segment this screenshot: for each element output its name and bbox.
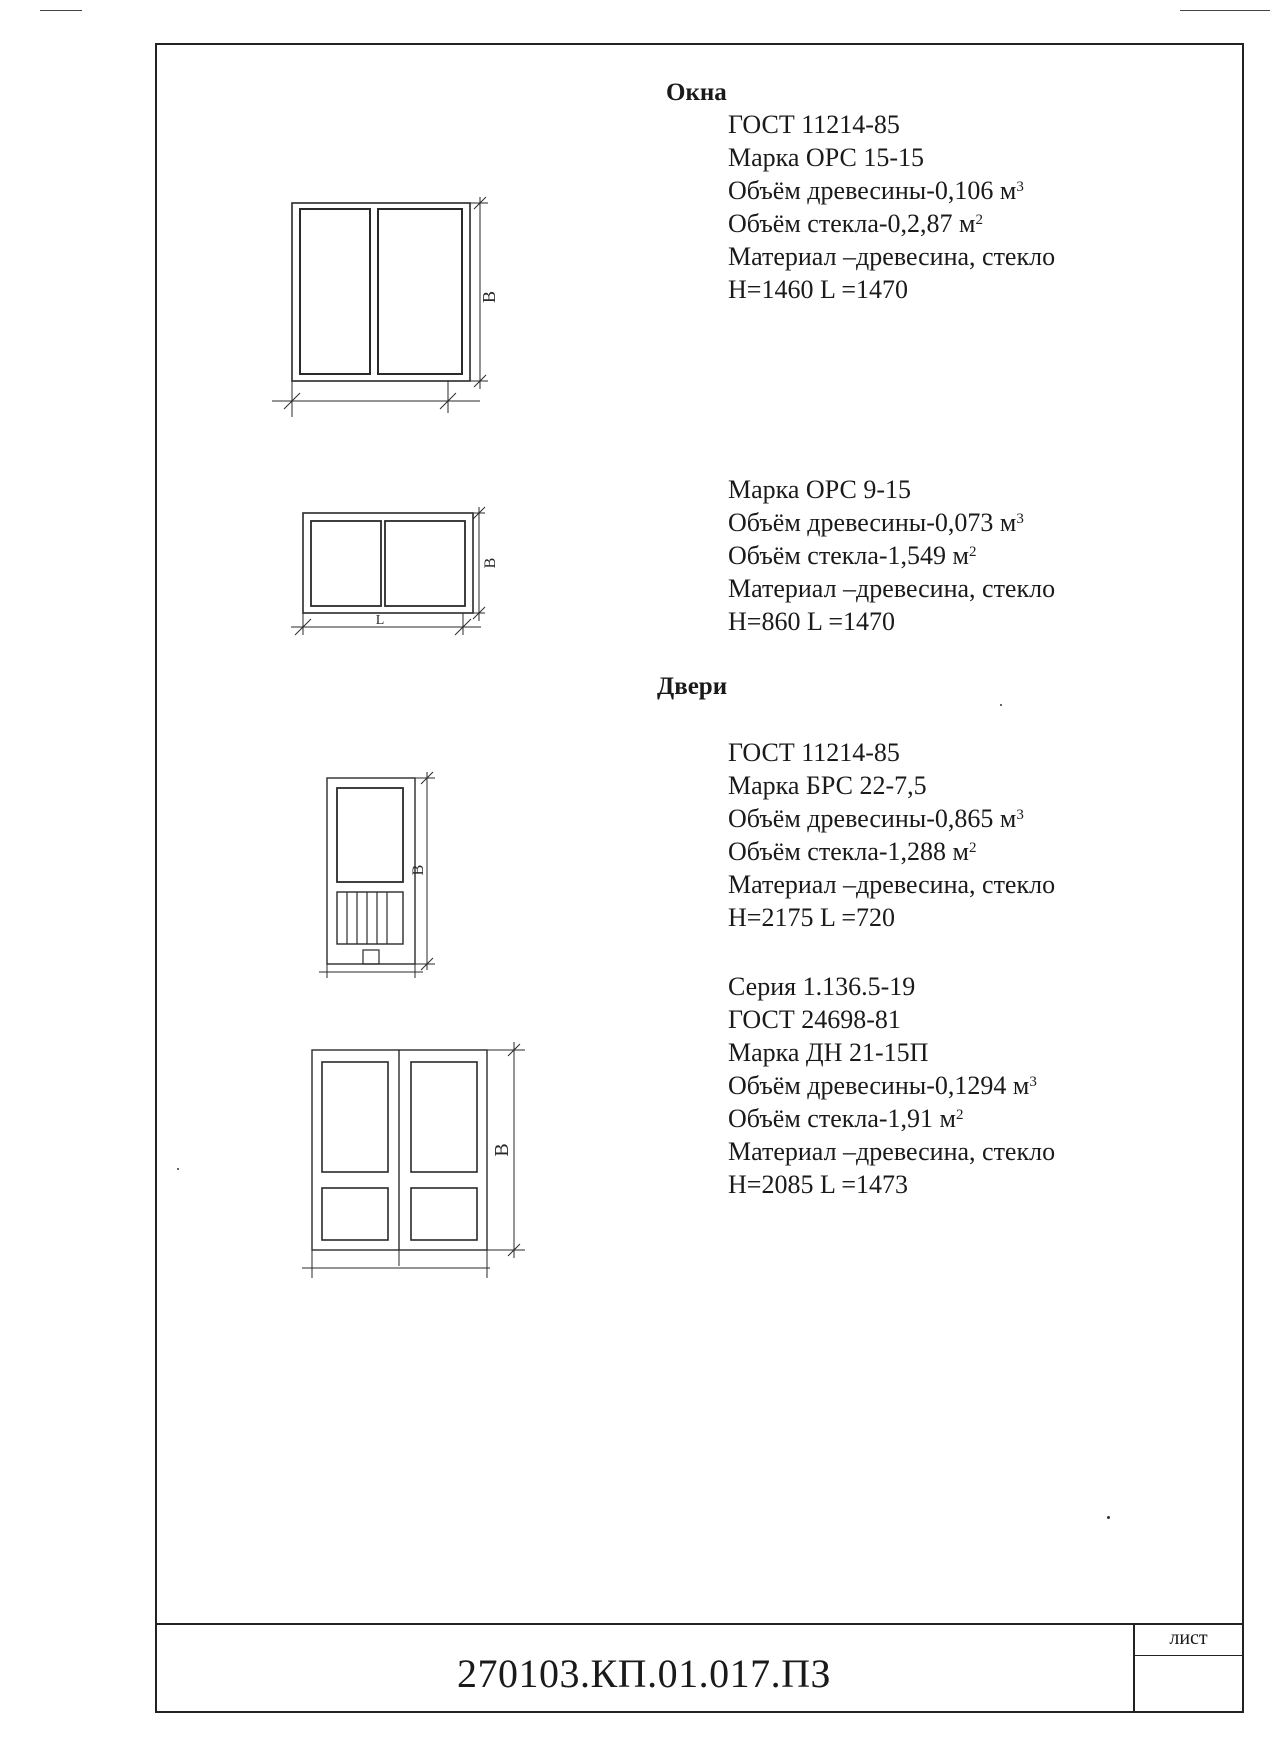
door-1-gost: ГОСТ 11214-85 — [728, 738, 900, 767]
door-1-dim-b: В — [410, 864, 427, 876]
door-2-glass-volume: Объём стекла-1,91 $м^2$ — [728, 1104, 964, 1133]
door-2-material: Материал –древесина, стекло — [728, 1137, 1056, 1166]
door-2-spec — [728, 970, 1055, 1201]
door-1-glass-volume: Объём стекла-1,288 $м^2$ — [728, 837, 977, 866]
window-2-size: H=860 L =1470 — [728, 607, 896, 636]
window-2-drawing — [285, 505, 500, 640]
window-2-glass-volume: Объём стекла-1,549 $м^2$ — [728, 541, 977, 570]
window-1-spec — [728, 108, 1055, 306]
scan-speck — [1107, 1516, 1110, 1519]
door-1-drawing — [315, 770, 445, 980]
window-1-drawing — [270, 195, 500, 425]
door-1-wood-volume: Объём древесины-0,865 $м^3$ — [728, 804, 1024, 833]
scan-speck — [1000, 704, 1002, 706]
window-1-size: H=1460 L =1470 — [728, 275, 909, 304]
door-1-spec — [728, 736, 1055, 934]
door-1-material: Материал –древесина, стекло — [728, 870, 1056, 899]
window-1-mark: Марка ОРС 15-15 — [728, 143, 924, 172]
door-2-gost: ГОСТ 24698-81 — [728, 1005, 901, 1034]
door-2-mark: Марка ДН 21-15П — [728, 1038, 929, 1067]
window-2-spec — [728, 473, 1055, 638]
window-1-dim-b: В — [479, 290, 499, 304]
window-1-material: Материал –древесина, стекло — [728, 242, 1056, 271]
door-2-series: Серия 1.136.5-19 — [728, 972, 916, 1001]
windows-section-title: Окна — [666, 79, 727, 106]
top-edge-line-right — [1180, 10, 1270, 11]
window-2-mark: Марка ОРС 9-15 — [728, 475, 911, 504]
door-1-size: H=2175 L =720 — [728, 903, 896, 932]
window-2-wood-volume: Объём древесины-0,073 $м^3$ — [728, 508, 1024, 537]
door-2-dim-b: В — [491, 1143, 513, 1157]
scan-speck — [177, 1168, 179, 1170]
doors-section-title: Двери — [657, 673, 728, 700]
door-2-size: H=2085 L =1473 — [728, 1170, 909, 1199]
window-1-wood-volume: Объём древесины-0,106 $м^3$ — [728, 176, 1024, 205]
door-2-wood-volume: Объём древесины-0,1294 $м^3$ — [728, 1071, 1037, 1100]
sheet-label: лист — [1169, 1627, 1208, 1649]
window-1-glass-volume: Объём стекла-0,2,87 $м^2$ — [728, 209, 983, 238]
top-edge-line-left — [40, 10, 82, 11]
window-2-dim-b: В — [482, 557, 499, 569]
window-2-dim-l: L — [375, 613, 385, 628]
document-code: 270103.КП.01.017.ПЗ — [457, 1651, 831, 1696]
stamp-top-line — [155, 1623, 1244, 1625]
window-2-material: Материал –древесина, стекло — [728, 574, 1056, 603]
window-1-gost: ГОСТ 11214-85 — [728, 110, 900, 139]
stamp-sheet-line — [1133, 1655, 1244, 1656]
door-2-drawing — [300, 1040, 540, 1280]
door-1-mark: Марка БРС 22-7,5 — [728, 771, 927, 800]
